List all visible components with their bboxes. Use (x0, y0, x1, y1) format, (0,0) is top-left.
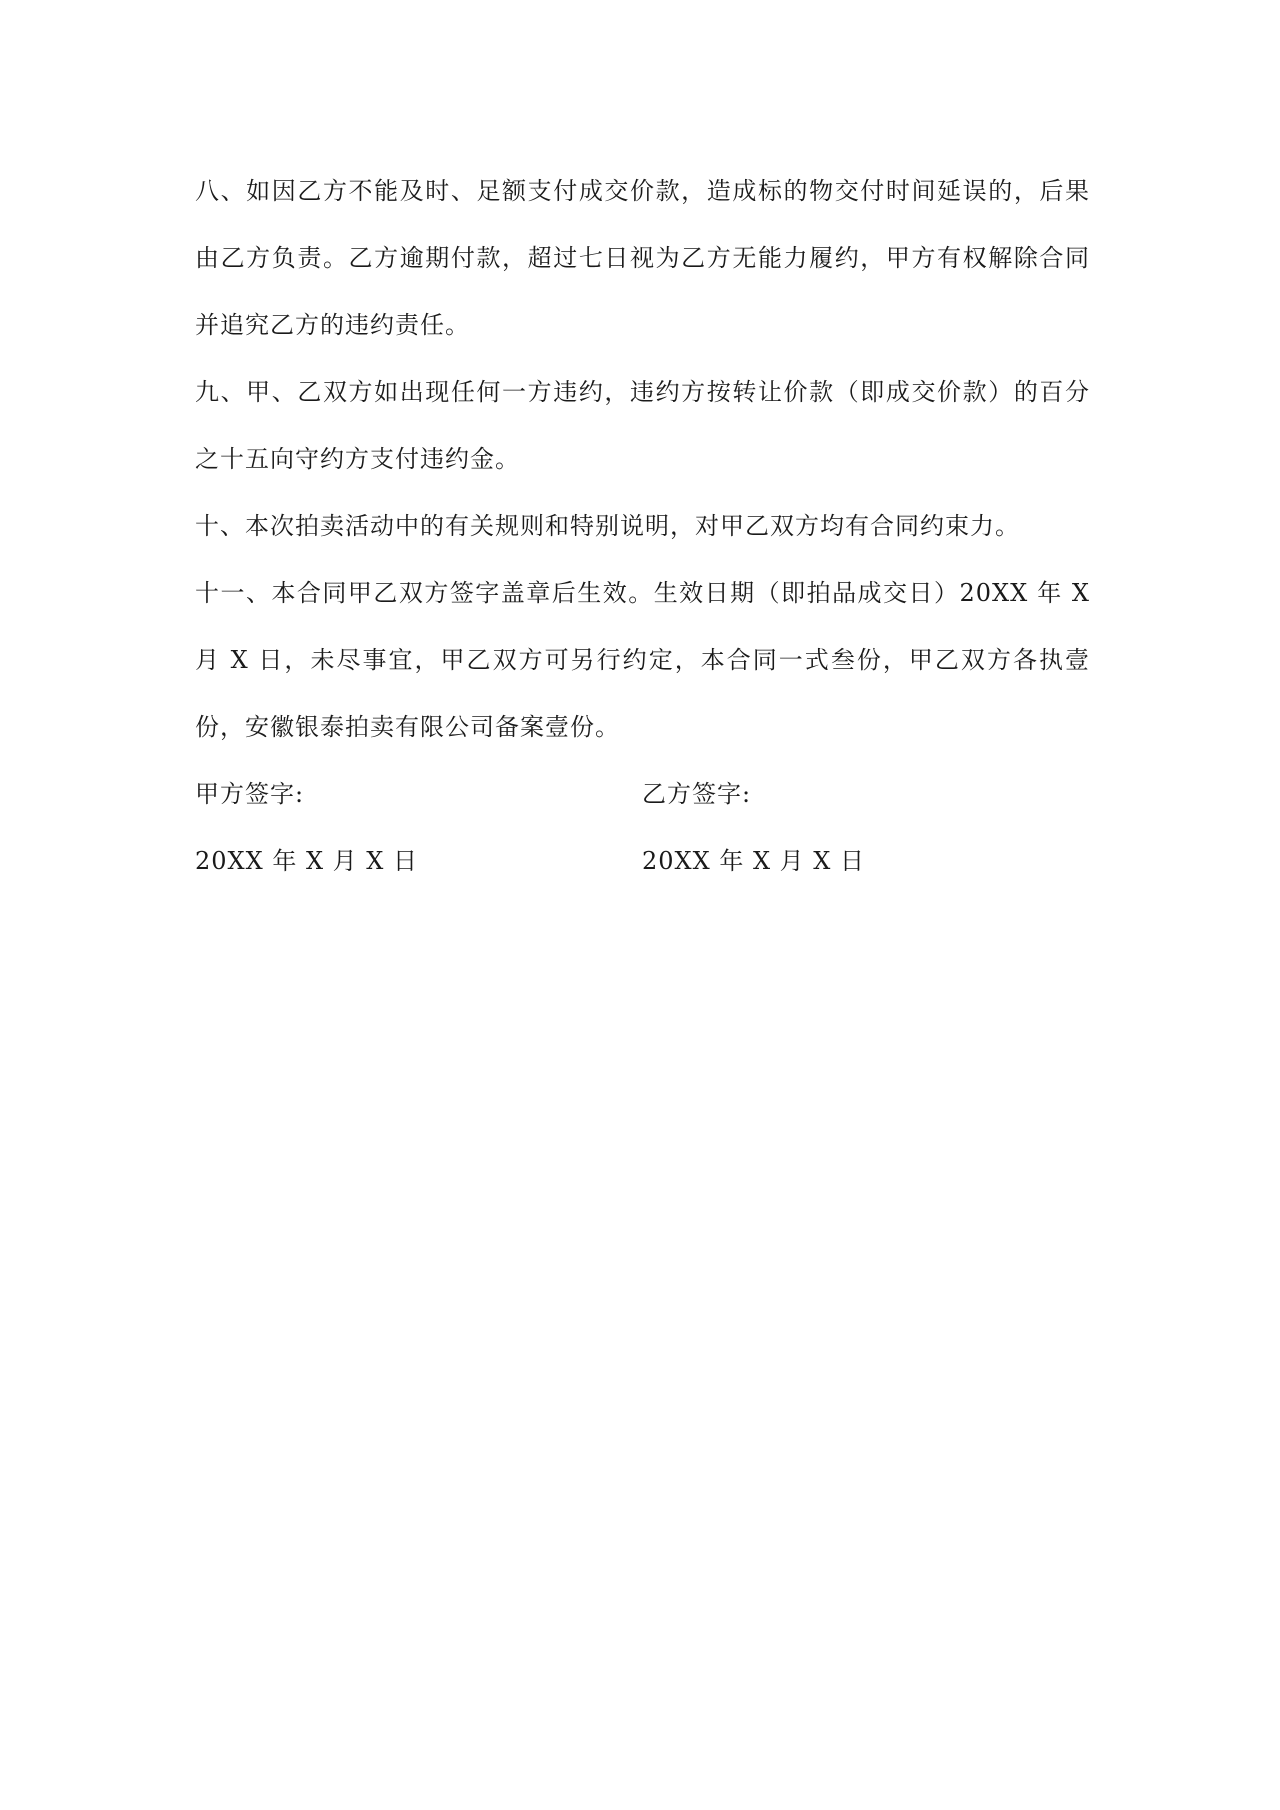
signature-label-row (195, 761, 1090, 828)
party-b-signature-label: 乙方签字: (642, 780, 752, 808)
clause-9: 九、甲、乙双方如出现任何一方违约，违约方按转让价款（即成交价款）的百分之十五向守约方支付违约金。 (195, 378, 1090, 473)
party-b-date: 20XX 年 X 月 X 日 (642, 847, 866, 875)
party-a-date: 20XX 年 X 月 X 日 (195, 847, 419, 875)
party-a-signature-label: 甲方签字: (195, 780, 305, 808)
document-body (195, 158, 1090, 895)
clause-8: 八、如因乙方不能及时、足额支付成交价款，造成标的物交付时间延误的，后果由乙方负责。乙方逾期付款，超过七日视为乙方无能力履约，甲方有权解除合同并追究乙方的违约责任。 (195, 177, 1090, 339)
clause-10: 十、本次拍卖活动中的有关规则和特别说明，对甲乙双方均有合同约束力。 (195, 512, 1020, 540)
signature-date-row (195, 828, 1090, 895)
clause-11: 十一、本合同甲乙双方签字盖章后生效。生效日期（即拍品成交日）20XX 年 X 月 X 日，未尽事宜，甲乙双方可另行约定，本合同一式叁份，甲乙双方各执壹份，安徽银泰拍卖有限公司备案壹份。 (195, 579, 1090, 741)
